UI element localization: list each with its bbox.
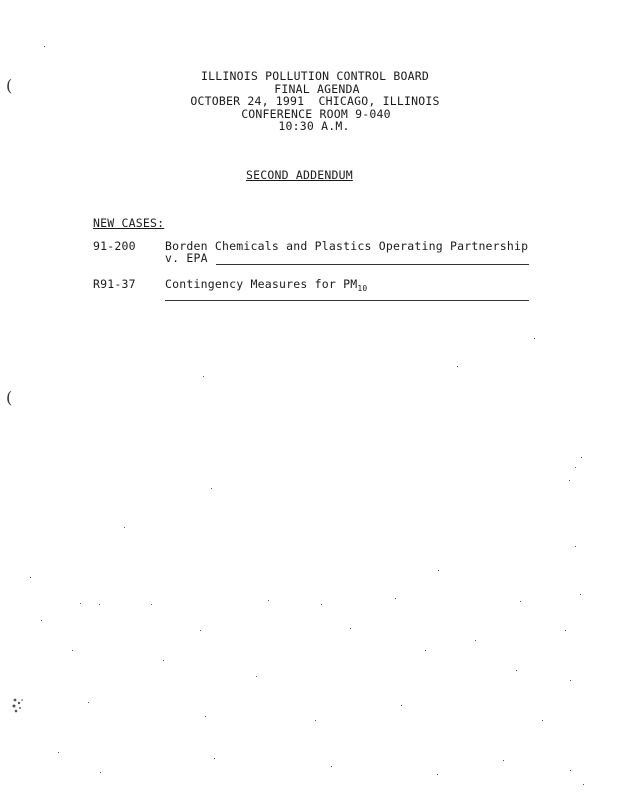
margin-mark-top: (: [6, 76, 13, 95]
case-title: Contingency Measures for PM: [165, 277, 358, 291]
case-title-row: [165, 277, 367, 293]
board-name: ILLINOIS POLLUTION CONTROL BOARD: [201, 69, 429, 83]
case-number: 91-200: [93, 239, 136, 253]
agenda-title: FINAL AGENDA: [274, 81, 360, 96]
case-title: Borden Chemicals and Plastics Operating Partnership: [165, 239, 529, 253]
agenda-header: [0, 70, 618, 133]
case-title-subscript: 10: [357, 284, 368, 293]
case-subtitle: v. EPA: [165, 251, 208, 265]
margin-mark-middle: (: [6, 388, 13, 407]
meeting-room: CONFERENCE ROOM 9-040: [241, 106, 391, 121]
meeting-date-location: OCTOBER 24, 1991 CHICAGO, ILLINOIS: [190, 94, 440, 109]
scan-blot-icon: [8, 694, 30, 716]
case-divider: [216, 264, 529, 265]
addendum-title: SECOND ADDENDUM: [246, 168, 353, 182]
new-cases-heading: NEW CASES:: [93, 216, 165, 230]
meeting-time: 10:30 A.M.: [278, 119, 350, 134]
case-divider: [165, 300, 529, 301]
case-number: R91-37: [93, 277, 136, 291]
